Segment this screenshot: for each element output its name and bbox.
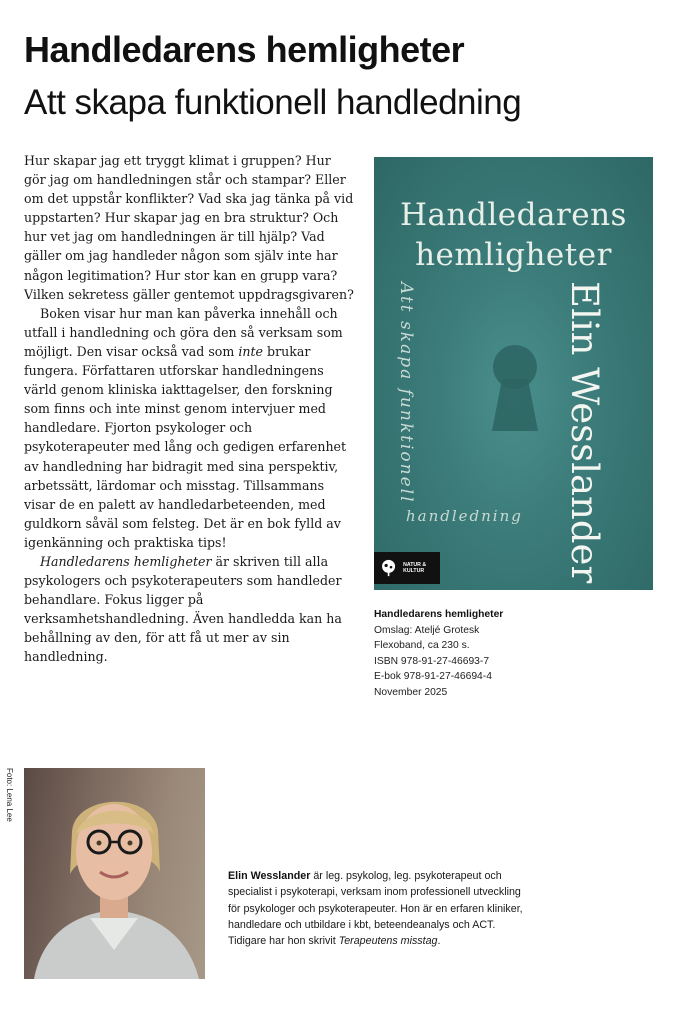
- author-portrait: [24, 768, 205, 979]
- book-info-release: November 2025: [374, 686, 448, 698]
- cover-title: Handledarens hemligheter: [400, 197, 627, 273]
- publisher-name: NATUR & KULTUR: [403, 562, 427, 574]
- page-title: Handledarens hemligheter: [24, 29, 465, 70]
- tree-logo-icon: [378, 555, 399, 581]
- previous-book-title: Terapeutens misstag: [338, 935, 438, 948]
- emphasis-inte: inte: [238, 343, 263, 359]
- book-info: [374, 607, 654, 700]
- book-info-cover-designer: Omslag: Ateljé Grotesk: [374, 624, 480, 636]
- keyhole-icon: [488, 343, 542, 433]
- cover-subtitle-handledning: handledning: [406, 507, 523, 525]
- publisher-logo: [374, 552, 440, 584]
- cover-author: Elin Wesslander: [563, 281, 606, 584]
- book-info-title: Handledarens hemligheter: [374, 609, 504, 620]
- book-cover: [374, 157, 653, 590]
- book-info-isbn: ISBN 978-91-27-46693-7: [374, 655, 490, 667]
- description-paragraph-2: Boken visar hur man kan påverka innehåll och utfall i handledning och göra den så verksam som möjligt. Den visar också vad som inte brukar fungera. Författaren utforskar handledningens värld genom kliniska iakttagelser, den forskning som finns och inte minst genom intervjuer med handledare. Fjorton psykologer och psykoterapeuter med lång och gedigen erfarenhet av handledning har bidragit med sina perspektiv, arbetssätt, lärdomar och misstag. Tillsammans visar de en palett av handledarbeteenden, med guldkorn såväl som felsteg. Det är en bok fylld av igenkänning och praktiska tips!: [24, 305, 347, 550]
- book-description: [24, 151, 356, 667]
- page-subtitle: Att skapa funktionell handledning: [24, 83, 522, 122]
- author-bio: Elin Wesslander är leg. psykolog, leg. psykoterapeut och specialist i psykoterapi, verksam inom professionell utveckling för psykologer och psykoterapeuter. Hon är en erfaren kliniker, handledare och utbildare i kbt, beteendeanalys och ACT. Tidigare har hon skrivit Terapeutens misstag.: [228, 870, 523, 948]
- description-paragraph-3: Handledarens hemligheter är skriven till alla psykologers och psykoterapeuters som handleder behandlare. Fokus ligger på verksamhetshandledning. Även handledda kan ha behållning av den, för att få ut mer av sin handledning.: [24, 553, 342, 665]
- photo-credit: Foto: Lena Lee: [5, 768, 14, 822]
- book-info-ebook-isbn: E-bok 978-91-27-46694-4: [374, 671, 492, 682]
- book-info-format: Flexoband, ca 230 s.: [374, 640, 470, 651]
- book-title-emphasis: Handledarens hemligheter: [40, 553, 212, 569]
- author-name: Elin Wesslander: [228, 870, 311, 882]
- cover-subtitle: Att skapa funktionell: [396, 282, 416, 504]
- description-paragraph-1: Hur skapar jag ett tryggt klimat i gruppen? Hur gör jag om handledningen står och stampar? Eller om det uppstår konflikter? Vad ska jag tänka på vid uppstarten? Hur skapar jag en bra struktur? Och hur vet jag om handledningen är till hjälp? Vad gäller om jag handleder någon som själv inte har någon legitimation? Hur stor kan en grupp vara? Vilken sekretess gäller gentemot uppdragsgivaren?: [24, 153, 354, 302]
- portrait-illustration: [24, 768, 205, 979]
